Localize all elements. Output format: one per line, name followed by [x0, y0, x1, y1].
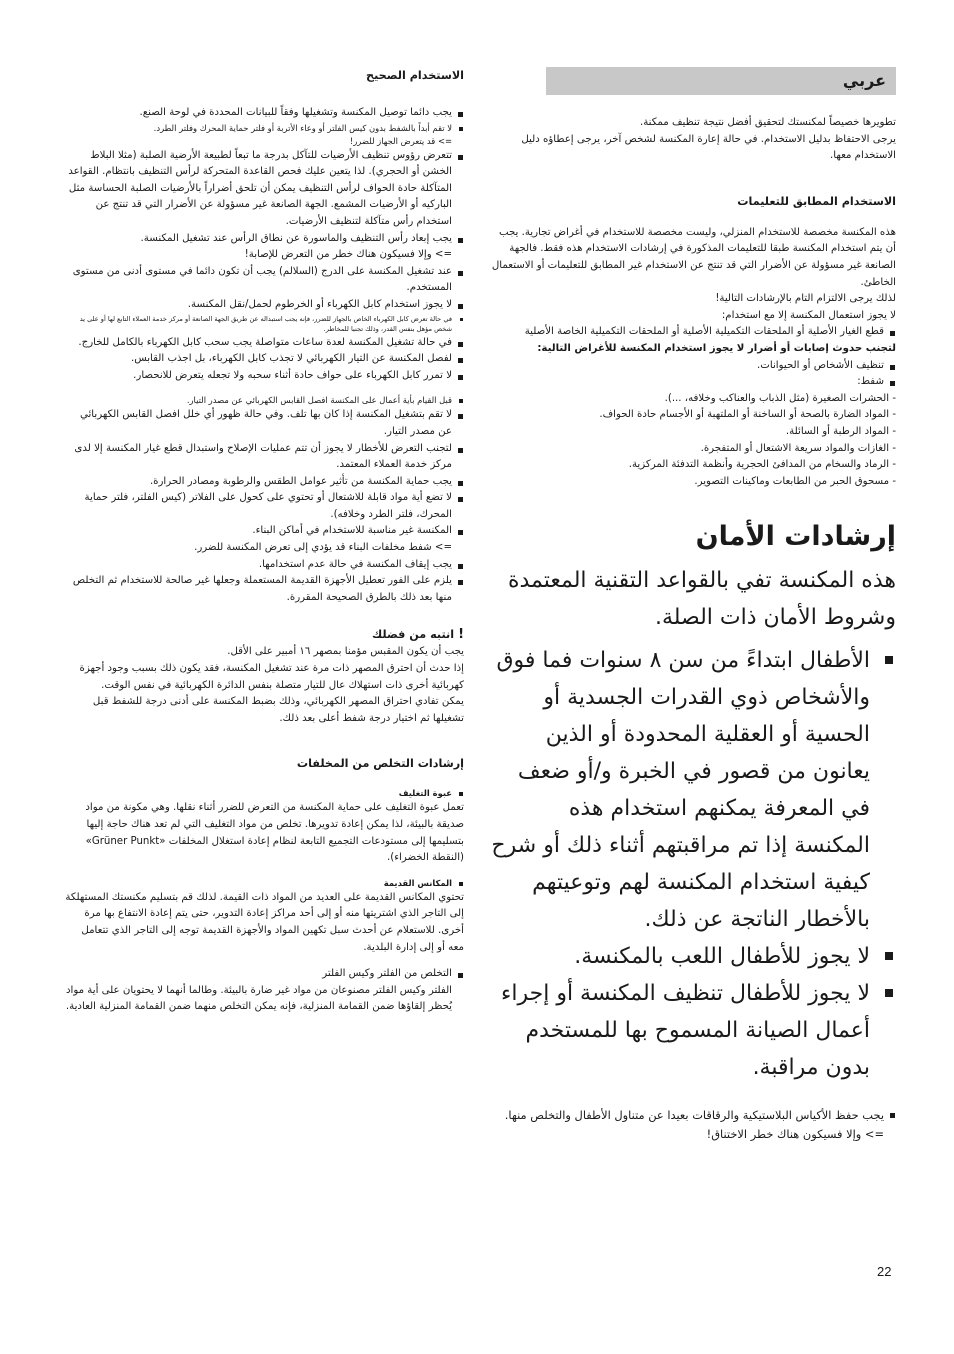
intended-use-heading: الاستخدام المطابق للتعليمات: [737, 194, 896, 208]
suction-dash-list: [490, 391, 896, 491]
list-item: - الرماد والسخام من المدافئ الحجرية وأنظمة التدفئة المركزية.: [490, 457, 896, 474]
correct-use-bullet: [64, 297, 464, 314]
list-item: - المواد الرطبة أو السائلة.: [490, 424, 896, 441]
list-item: لفصل المكنسة عن التيار الكهربائي لا تجذب كابل الكهرباء، بل اجذب القابس.: [64, 351, 464, 368]
correct-use-list: [64, 105, 464, 606]
intro-line-2: يرجى الاحتفاظ بدليل الاستخدام. في حالة إعارة المكنسة لشخص آخر، يرجى إعطاؤه دليل الاستخدام معها.: [521, 133, 896, 162]
safety-lead-line-1: هذه المكنسة تفي بالقواعد التقنية المعتمدة: [507, 568, 896, 594]
correct-use-bullet: [64, 264, 464, 297]
plastic-bags-warning: [490, 1106, 896, 1125]
attention-title: انتبه من فضلك: [371, 628, 455, 642]
list-item: تنظيف الأشخاص أو الحيوانات.: [490, 358, 896, 375]
packaging-heading: [64, 787, 464, 800]
page-number: 22: [877, 1264, 892, 1279]
list-item: - مسحوق الحبر من الطابعات وماكينات التصوير.: [490, 474, 896, 491]
list-item: التخلص من الفلتر وكيس الفلتر: [64, 966, 464, 983]
correct-use-bullet: [64, 474, 464, 491]
list-item: لا تمرر كابل الكهرباء على حواف حادة أثناء سحبه ولا تجعله يتعرض للانحصار.: [64, 368, 464, 385]
safety-bullets: [490, 642, 896, 1086]
left-column: [64, 67, 464, 1016]
intended-use-bullets: [490, 324, 896, 341]
safety-heading: إرشادات الأمان: [695, 521, 896, 553]
correct-use-bullet: [64, 231, 464, 248]
spacer: [64, 384, 464, 394]
suffocation-warning: => وإلا فسيكون هناك خطر الاختناق!: [706, 1127, 884, 1142]
list-item: يلزم على الفور تعطيل الأجهزة القديمة المستعملة وجعلها غير صالحة للاستخدام ثم التخلص منها بعد ذلك بالطرق الصحيحة المقررة.: [64, 573, 464, 606]
exclamation-icon: !: [458, 627, 464, 643]
list-item: عبوة التغليف: [64, 787, 464, 800]
list-item: المكانس القديمة: [64, 877, 464, 890]
prohibited-uses-bullets: [490, 358, 896, 391]
attention-line: يجب أن يكون المقبس مؤمنا بمصهر ١٦ أمبير على الأقل.: [227, 646, 464, 658]
correct-use-bullet: [64, 523, 464, 540]
correct-use-bullet: [64, 490, 464, 523]
correct-use-bullet: [64, 314, 464, 335]
correct-use-note: => وإلا فسيكون هناك خطر من التعرض للإصابة!: [244, 249, 452, 261]
list-item: يجب حماية المكنسة من تأثير عوامل الطقس والرطوبة ومصادر الحرارة.: [64, 474, 464, 491]
list-item: لا يجوز للأطفال اللعب بالمكنسة.: [490, 938, 896, 975]
prohibited-uses-line: لتجنب حدوث إصابات أو أضرار لا يجوز استخدام المكنسة للأغراض التالية:: [537, 342, 896, 354]
old-vacuum-heading: [64, 877, 464, 890]
list-item: الأطفال ابتداءً من سن ٨ سنوات فما فوق والأشخاص ذوي القدرات الجسدية أو الحسية أو العقلية المحدودة أو الذين يعانون من قصور في الخبرة و/أو ضعف في المعرفة يمكنهم استخدام هذه المكنسة إذا تم مراقبتهم أثناء ذلك أو شرح كيفية استخدام المكنسة لهم وتوعيتهم بالأخطار الناتجة عن ذلك.: [490, 642, 896, 938]
list-item: يجب إيقاف المكنسة في حالة عدم استخدامها.: [64, 557, 464, 574]
intended-use-paragraph: هذه المكنسة مخصصة للاستخدام المنزلي، وليست مخصصة للاستخدام في أغراض تجارية. يجب أن يتم استخدام المكنسة طبقا للتعليمات المذكورة في إرشادات الاستخدام هذه فقط. فالجهة الصانعة غير مسؤولة عن الأضرار التي قد تنتج عن الاستخدام غير المطابق للتعليمات أو الاستعمال الخاطئ.: [491, 226, 896, 288]
correct-use-bullet: [64, 148, 464, 231]
correct-use-bullet: [64, 368, 464, 385]
safety-lead-line-2: وشروط الأمان ذات الصلة.: [654, 605, 896, 631]
list-item: يجب إبعاد رأس التنظيف والماسورة عن نطاق الرأس عند تشغيل المكنسة.: [64, 231, 464, 248]
list-item: - الغازات والمواد سريعة الاشتعال أو المتفجرة.: [490, 441, 896, 458]
correct-use-note: => شفط مخلفات البناء قد يؤدي إلى تعرض المكنسة للضرر.: [194, 542, 452, 554]
list-item: في حالة تعرض كابل الكهرباء الخاص بالجهاز للضرر، فإنه يجب استبداله عن طريق الجهة الصانعة أو مركز خدمة العملاء التابع لها أو على يد شخص مؤهل بنفس القدر، وذلك تجنبا للمخاطر.: [64, 314, 464, 335]
list-item: المكنسة غير مناسبة للاستخدام في أماكن البناء.: [64, 523, 464, 540]
list-item: لتجنب التعرض للأخطار لا يجوز أن تتم عمليات الإصلاح واستبدال قطع غيار المكنسة إلا لدى مركز خدمة العملاء المعتمد.: [64, 441, 464, 474]
disposal-heading: إرشادات التخلص من المخلفات: [296, 757, 464, 771]
correct-use-bullet: [64, 407, 464, 440]
filter-disposal-heading: [64, 966, 464, 983]
correct-use-bullet: [64, 122, 464, 135]
list-item: قطع الغيار الأصلية أو الملحقات التكميلية الأصلية أو الملحقات التكميلية الخاصة الأصلية: [490, 324, 896, 341]
list-item: لا تقم أبداً بالشفط بدون كيس الفلتر أو وعاء الأتربة أو فلتر حماية المحرك وفلتر الطرد.: [64, 122, 464, 135]
intended-use-only-with: لا يجوز استعمال المكنسة إلا مع استخدام:: [721, 309, 896, 321]
correct-use-bullet: [64, 441, 464, 474]
old-vacuum-text: تحتوي المكانس القديمة على العديد من المواد ذات القيمة. لذلك قم بتسليم مكنستك المستهلكة إلى التاجر الذي اشتريتها منه أو إلى أحد مراكز إعادة التدوير، حتى يتم إعادة الانتفاع بها مرة أخرى. للاستعلام عن أحدث سبل تكهين المواد والأجهزة القديمة توجه إلى التاجر الذي تتعامل معه أو إلى إدارة البلدية.: [65, 891, 464, 953]
list-item: لا يجوز استخدام كابل الكهرباء أو الخرطوم لحمل/نقل المكنسة.: [64, 297, 464, 314]
list-item: قبل القيام بأية أعمال على المكنسة افصل القابس الكهربائي عن مصدر التيار.: [64, 394, 464, 407]
list-item: لا يجوز للأطفال تنظيف المكنسة أو إجراء أعمال الصيانة المسموح بها للمستخدم بدون مراقبة.: [490, 975, 896, 1086]
correct-use-heading: الاستخدام الصحيح: [366, 69, 464, 82]
list-item: - الحشرات الصغيرة (مثل الذباب والعناكب وخلافه، ...).: [490, 391, 896, 408]
list-item: تتعرض رؤوس تنظيف الأرضيات للتآكل بدرجة ما تبعاً لطبيعة الأرضية الصلبة (مثلا البلاط الخشن أو الحجري). لذا يتعين عليك فحص القاعدة المتحركة لرأس التنظيف بانتظام. القواعد المتآكلة حادة الحواف لرأس التنظيف يمكن أن تلحق أضراراً بالأرضيات الصلبة الحساسة مثل الباركيه أو الأرضيات المشمع. الجهة الصانعة غير مسؤولة عن الأضرار التي قد تنتج عن استخدام رأس متآكلة لتنظيف الأرضيات.: [64, 148, 464, 231]
list-item: يجب حفظ الأكياس البلاستيكية والرقاقات بعيدا عن متناول الأطفال والتخلص منها.: [490, 1106, 896, 1125]
correct-use-bullet: [64, 105, 464, 122]
list-item: لا تقم بتشغيل المكنسة إذا كان بها تلف. وفي حالة ظهور أي خلل افصل القابس الكهربائي عن مصدر التيار.: [64, 407, 464, 440]
correct-use-bullet: [64, 557, 464, 574]
intended-use-follow: لذلك يرجى الالتزام التام بالإرشادات التالية!: [715, 293, 896, 305]
attention-line: يمكن تفادي احتراق المصهر الكهربائي، وذلك بضبط المكنسة على أدنى درجة للشفط قبل تشغيلها ثم اختيار درجة شفط أعلى بعد ذلك.: [92, 696, 464, 724]
correct-use-bullet: [64, 351, 464, 368]
list-item: - المواد الضارة بالصحة أو الساخنة أو الملتهبة أو الأجسام حادة الحواف.: [490, 407, 896, 424]
list-item: لا تضع أية مواد قابلة للاشتعال أو تحتوي على كحول على الفلاتر (كيس الفلتر، فلتر حماية المحرك، فلتر الطرد وخلافه).: [64, 490, 464, 523]
list-item: يجب دائما توصيل المكنسة وتشغيلها وفقاً للبيانات المحددة في لوحة الصنع.: [64, 105, 464, 122]
list-item: شفط:: [490, 374, 896, 391]
language-header-bar: [546, 67, 896, 95]
filter-disposal-text: الفلتر وكيس الفلتر مصنوعان من مواد غير ضارة بالبيئة. وطالما أنهما لا يحتويان على أية مواد يُحظر إلقاؤها ضمن القمامة المنزلية، فإنه يمكن التخلص منهما ضمن القمامة المنزلية العادية.: [65, 984, 452, 1013]
correct-use-bullet: [64, 335, 464, 352]
packaging-text: تعمل عبوة التغليف على حماية المكنسة من التعرض للضرر أثناء نقلها. وهي مكونة من مواد صديقة بالبيئة، لذا يمكن إعادة تدويرها. تخلص من مواد التغليف التي لم تعد هناك حاجة إليها بتسليمها إلى مستودعات التجميع التابعة لنظام إعادة استغلال المخلفات «Grüner Punkt» (النقطة الخضراء).: [85, 802, 464, 864]
attention-line: إذا حدث أن احترق المصهر ذات مرة عند تشغيل المكنسة، فقد يكون ذلك بسبب وجود أجهزة كهربائية أخرى ذات استهلاك عال للتيار متصلة بنفس الدائرة الكهربائية في نفس الوقت.: [79, 663, 464, 691]
list-item: في حالة تشغيل المكنسة لعدة ساعات متواصلة يجب سحب كابل الكهرباء بالكامل للخارج.: [64, 335, 464, 352]
attention-heading: [64, 626, 464, 644]
intro-line-1: تطويرها خصيصاً لمكنستك لتحقيق أفضل نتيجة تنظيف ممكنة.: [639, 117, 896, 128]
correct-use-bullet: [64, 394, 464, 407]
correct-use-note: => قد يتعرض الجهاز للضرر!: [349, 135, 452, 146]
right-column: [490, 67, 896, 1144]
correct-use-bullet: [64, 573, 464, 606]
list-item: عند تشغيل المكنسة على الدرج (السلالم) يجب أن تكون دائما في مستوى أدنى من مستوى المستخدم.: [64, 264, 464, 297]
language-label: عربي: [842, 71, 886, 90]
